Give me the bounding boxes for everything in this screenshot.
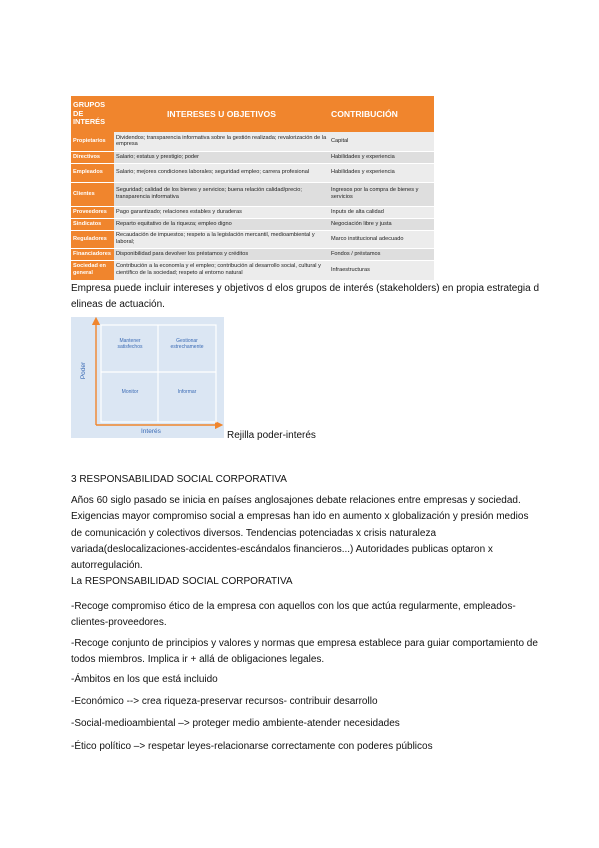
row-group: Sindicatos [71,218,114,230]
row-contribution: Capital [329,132,434,151]
row-group: Reguladores [71,230,114,248]
row-interests: Recaudación de impuestos; respeto a la legislación mercantil, medioambiental y laboral; [114,230,329,248]
table-row [71,206,434,218]
row-interests: Disponibilidad para devolver los préstamos y créditos [114,248,329,260]
section-paragraph-2: La RESPONSABILIDAD SOCIAL CORPORATIVA [71,576,293,587]
row-interests: Salario; mejores condiciones laborales; seguridad empleo; carrera profesional [114,163,329,182]
row-interests: Seguridad; calidad de los bienes y servicios; buena relación calidad/precio; transparencia informativa [114,182,329,206]
power-interest-matrix [71,317,224,438]
table-row [71,218,434,230]
row-contribution: Fondos / préstamos [329,248,434,260]
section-title: 3 RESPONSABILIDAD SOCIAL CORPORATIVA [71,474,287,485]
row-contribution: Marco institucional adecuado [329,230,434,248]
row-group: Financiadores [71,248,114,260]
table-row [71,182,434,206]
row-group: Directivos [71,151,114,163]
row-group: Clientes [71,182,114,206]
table-row [71,230,434,248]
section-paragraph-1: Años 60 siglo pasado se inicia en países anglosajones debate relaciones entre empresas y sociedad. Exigencias mayor compromiso social a empresas han ido en aumento x globalización y presión medios de comunicación y colectivos diversos. Tendencias potenciadas x crisis naturaleza variada(deslocalizaciones-accidentes-escándalos financieros...) Autoridades publicas optaron x autorregulación. [71,495,529,572]
row-contribution: Negociación libre y justa [329,218,434,230]
stakeholder-table [71,96,434,281]
table-row [71,163,434,182]
section-paragraph-6: -Económico --> crea riqueza-preservar recursos- contribuir desarrollo [71,696,378,707]
matrix-axes [71,317,224,438]
header-contribution: CONTRIBUCIÓN [329,96,434,132]
row-contribution: Inputs de alta calidad [329,206,434,218]
section-paragraph-5: -Ámbitos en los que está incluido [71,674,218,685]
row-interests: Salario; estatus y prestigio; poder [114,151,329,163]
table-header-row [71,96,434,132]
section-paragraph-8: -Ético político –> respetar leyes-relacionarse correctamente con poderes públicos [71,741,433,752]
y-axis-label: Poder [80,361,88,380]
section-paragraph-3: -Recoge compromiso ético de la empresa con aquellos con los que actúa regularmente, empleados-clientes-proveedores. [71,601,516,629]
row-contribution: Habilidades y experiencia [329,163,434,182]
table-row [71,260,434,280]
x-axis-label: Interés [141,428,161,435]
table-row [71,132,434,151]
table-row [71,248,434,260]
quadrant-top-left: Mantener satisfechos [117,338,143,350]
header-group: GRUPOS DE INTERÉS [71,96,114,132]
quadrant-top-right: Gestionar estrechamente [170,338,204,350]
table-row [71,151,434,163]
quadrant-bottom-right: Informar [177,389,197,395]
row-group: Proveedores [71,206,114,218]
row-interests: Reparto equitativo de la riqueza; empleo digno [114,218,329,230]
row-contribution: Infraestructuras [329,260,434,280]
section-paragraph-7: -Social-medioambiental –> proteger medio ambiente-atender necesidades [71,718,400,729]
row-interests: Contribución a la economía y el empleo; contribución al desarrollo social, cultural y científico de la sociedad; respeto al entorno natural [114,260,329,280]
matrix-caption: Rejilla poder-interés [227,430,316,441]
row-interests: Dividendos; transparencia informativa sobre la gestión realizada; revalorización de la empresa [114,132,329,151]
row-interests: Pago garantizado; relaciones estables y duraderas [114,206,329,218]
row-group: Empleados [71,163,114,182]
intro-paragraph: Empresa puede incluir intereses y objetivos d elos grupos de interés (stakeholders) en propia estrategia d elineas de actuación. [71,283,540,311]
header-interests: INTERESES U OBJETIVOS [114,96,329,132]
row-group: Propietarios [71,132,114,151]
row-group: Sociedad en general [71,260,114,280]
row-contribution: Ingresos por la compra de bienes y servicios [329,182,434,206]
section-paragraph-4: -Recoge conjunto de principios y valores y normas que empresa establece para guiar comportamiento de todos miembros. Implica ir + allá de obligaciones legales. [71,638,538,666]
quadrant-bottom-left: Monitor [121,389,139,395]
row-contribution: Habilidades y experiencia [329,151,434,163]
